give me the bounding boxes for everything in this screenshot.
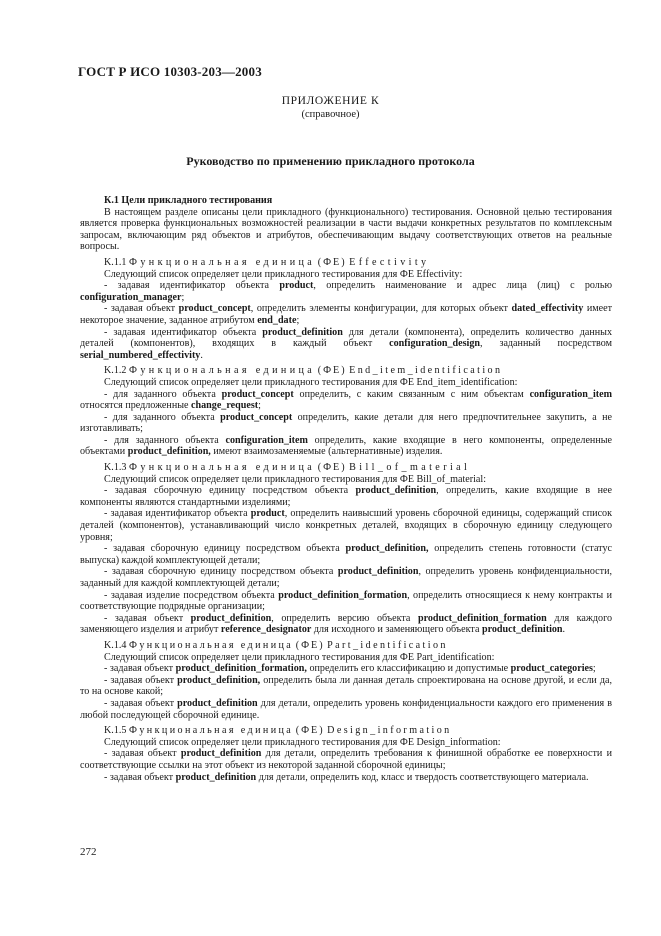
k12-item: - для заданного объекта configuration_item определить, какие входящие в него компоненты, определенные объектами product_definition, имеют взаимозаменяемые (альтернативные) изделия. xyxy=(80,434,612,458)
document-body xyxy=(80,195,612,783)
k11-item: - задавая идентификатор объекта product_definition для детали (компонента), определить количество данных деталей (компонентов), входящих в каждый объект configuration_design, заданный посредством serial_numbered_effectivity. xyxy=(80,326,612,361)
k14-item: - задавая объект product_definition, определить была ли данная деталь спроектирована на основе другой, и если да, то на основе какой; xyxy=(80,674,612,698)
page-number: 272 xyxy=(80,846,97,858)
subsection-heading-k14: K.1.4 Функциональная единица (ФЕ) Part_identification xyxy=(104,639,448,651)
k13-item: - задавая сборочную единицу посредством объекта product_definition, определить степень готовности (статус выпуска) каждой комплектующей детали; xyxy=(80,543,612,566)
k12-item: - для заданного объекта product_concept определить, какие детали для него предпочтительнее закупить, а не изготавливать; xyxy=(80,411,612,435)
k15-item: - задавая объект product_definition для детали, определить код, класс и твердость соответствующего материала. xyxy=(104,771,589,783)
k13-item: - задавая изделие посредством объекта product_definition_formation, определить относящиеся к нему контракты и соответствующие подрядные организации; xyxy=(80,589,612,613)
subsection-heading-k13: K.1.3 Функциональная единица (ФЕ) Bill_of_material xyxy=(104,462,471,474)
k13-item: - задавая сборочную единицу посредством объекта product_definition, определить уровень конфиденциальности, заданный для каждой комплектующей детали; xyxy=(80,566,612,589)
subsection-heading-k11: K.1.1 Функциональная единица (ФЕ) Effectivity xyxy=(104,256,430,268)
main-title: Руководство по применению прикладного протокола xyxy=(186,154,475,168)
k11-lead: Следующий список определяет цели прикладного тестирования для ФЕ Effectivity: xyxy=(104,268,463,280)
k14-item: - задавая объект product_definition для детали, определить уровень конфиденциальности каждого его применения в любой последующей сборочной единице. xyxy=(80,697,612,721)
section-k1-intro: В настоящем разделе описаны цели прикладного (функционального) тестирования. Основной целью тестирования является проверка функциональных возможностей реализации в части выдачи конкретных результатов по комплексным запросам, включающим ряд объектов и атрибутов, обеспечивающим выдачу соответствующих ответов на реальные вопросы. xyxy=(80,206,612,253)
k15-item: - задавая объект product_definition для детали, определить требования к финишной обработке ее поверхности и соответствующие ссылки на этот объект из некоторой заданной сборочной единицы; xyxy=(80,748,612,771)
k14-lead: Следующий список определяет цели прикладного тестирования для ФЕ Part_identification: xyxy=(104,651,495,663)
k13-item: - задавая объект product_definition, определить версию объекта product_definition_formation для каждого заменяющего изделия и атрибут reference_designator для исходного и заменяющего объекта product_definition. xyxy=(80,612,613,636)
subsection-heading-k15: K.1.5 Функциональная единица (ФЕ) Design_information xyxy=(104,725,452,737)
section-heading-k1: К.1 Цели прикладного тестирования xyxy=(104,195,273,206)
k13-item: - задавая идентификатор объекта product, определить наивысший уровень сборочной единицы, содержащий список деталей (компонентов), устанавливающий число конкретных деталей, входящих в сборочную единицу следующего уровня; xyxy=(80,508,612,543)
k11-item: - задавая идентификатор объекта product, определить наименование и адрес лица (лиц) с ролью configuration_manager; xyxy=(80,280,612,303)
k15-lead: Следующий список определяет цели прикладного тестирования для ФЕ Design_information: xyxy=(104,736,501,748)
subsection-heading-k12: K.1.2 Функциональная единица (ФЕ) End_item_identification xyxy=(104,365,503,377)
appendix-title: ПРИЛОЖЕНИЕ К xyxy=(281,95,380,107)
k13-item: - задавая сборочную единицу посредством объекта product_definition, определить, какие входящие в нее компоненты являются стандартными изделиями; xyxy=(80,485,612,508)
k12-item: - для заданного объекта product_concept определить, с каким связанным с ним объектам configuration_item относятся предложенные change_request; xyxy=(80,388,612,412)
k14-item: - задавая объект product_definition_formation, определить его классификацию и допустимые product_categories; xyxy=(104,663,596,675)
appendix-subtitle: (справочное) xyxy=(301,109,360,120)
k12-lead: Следующий список определяет цели прикладного тестирования для ФЕ End_item_identification: xyxy=(104,376,518,388)
k11-item: - задавая объект product_concept, определить элементы конфигурации, для которых объект dated_effectivity имеет некоторое значение, заданное атрибутом end_date; xyxy=(80,303,612,326)
document-code-header: ГОСТ Р ИСО 10303-203—2003 xyxy=(78,64,262,79)
k13-lead: Следующий список определяет цели прикладного тестирования для ФЕ Bill_of_material: xyxy=(104,473,487,485)
